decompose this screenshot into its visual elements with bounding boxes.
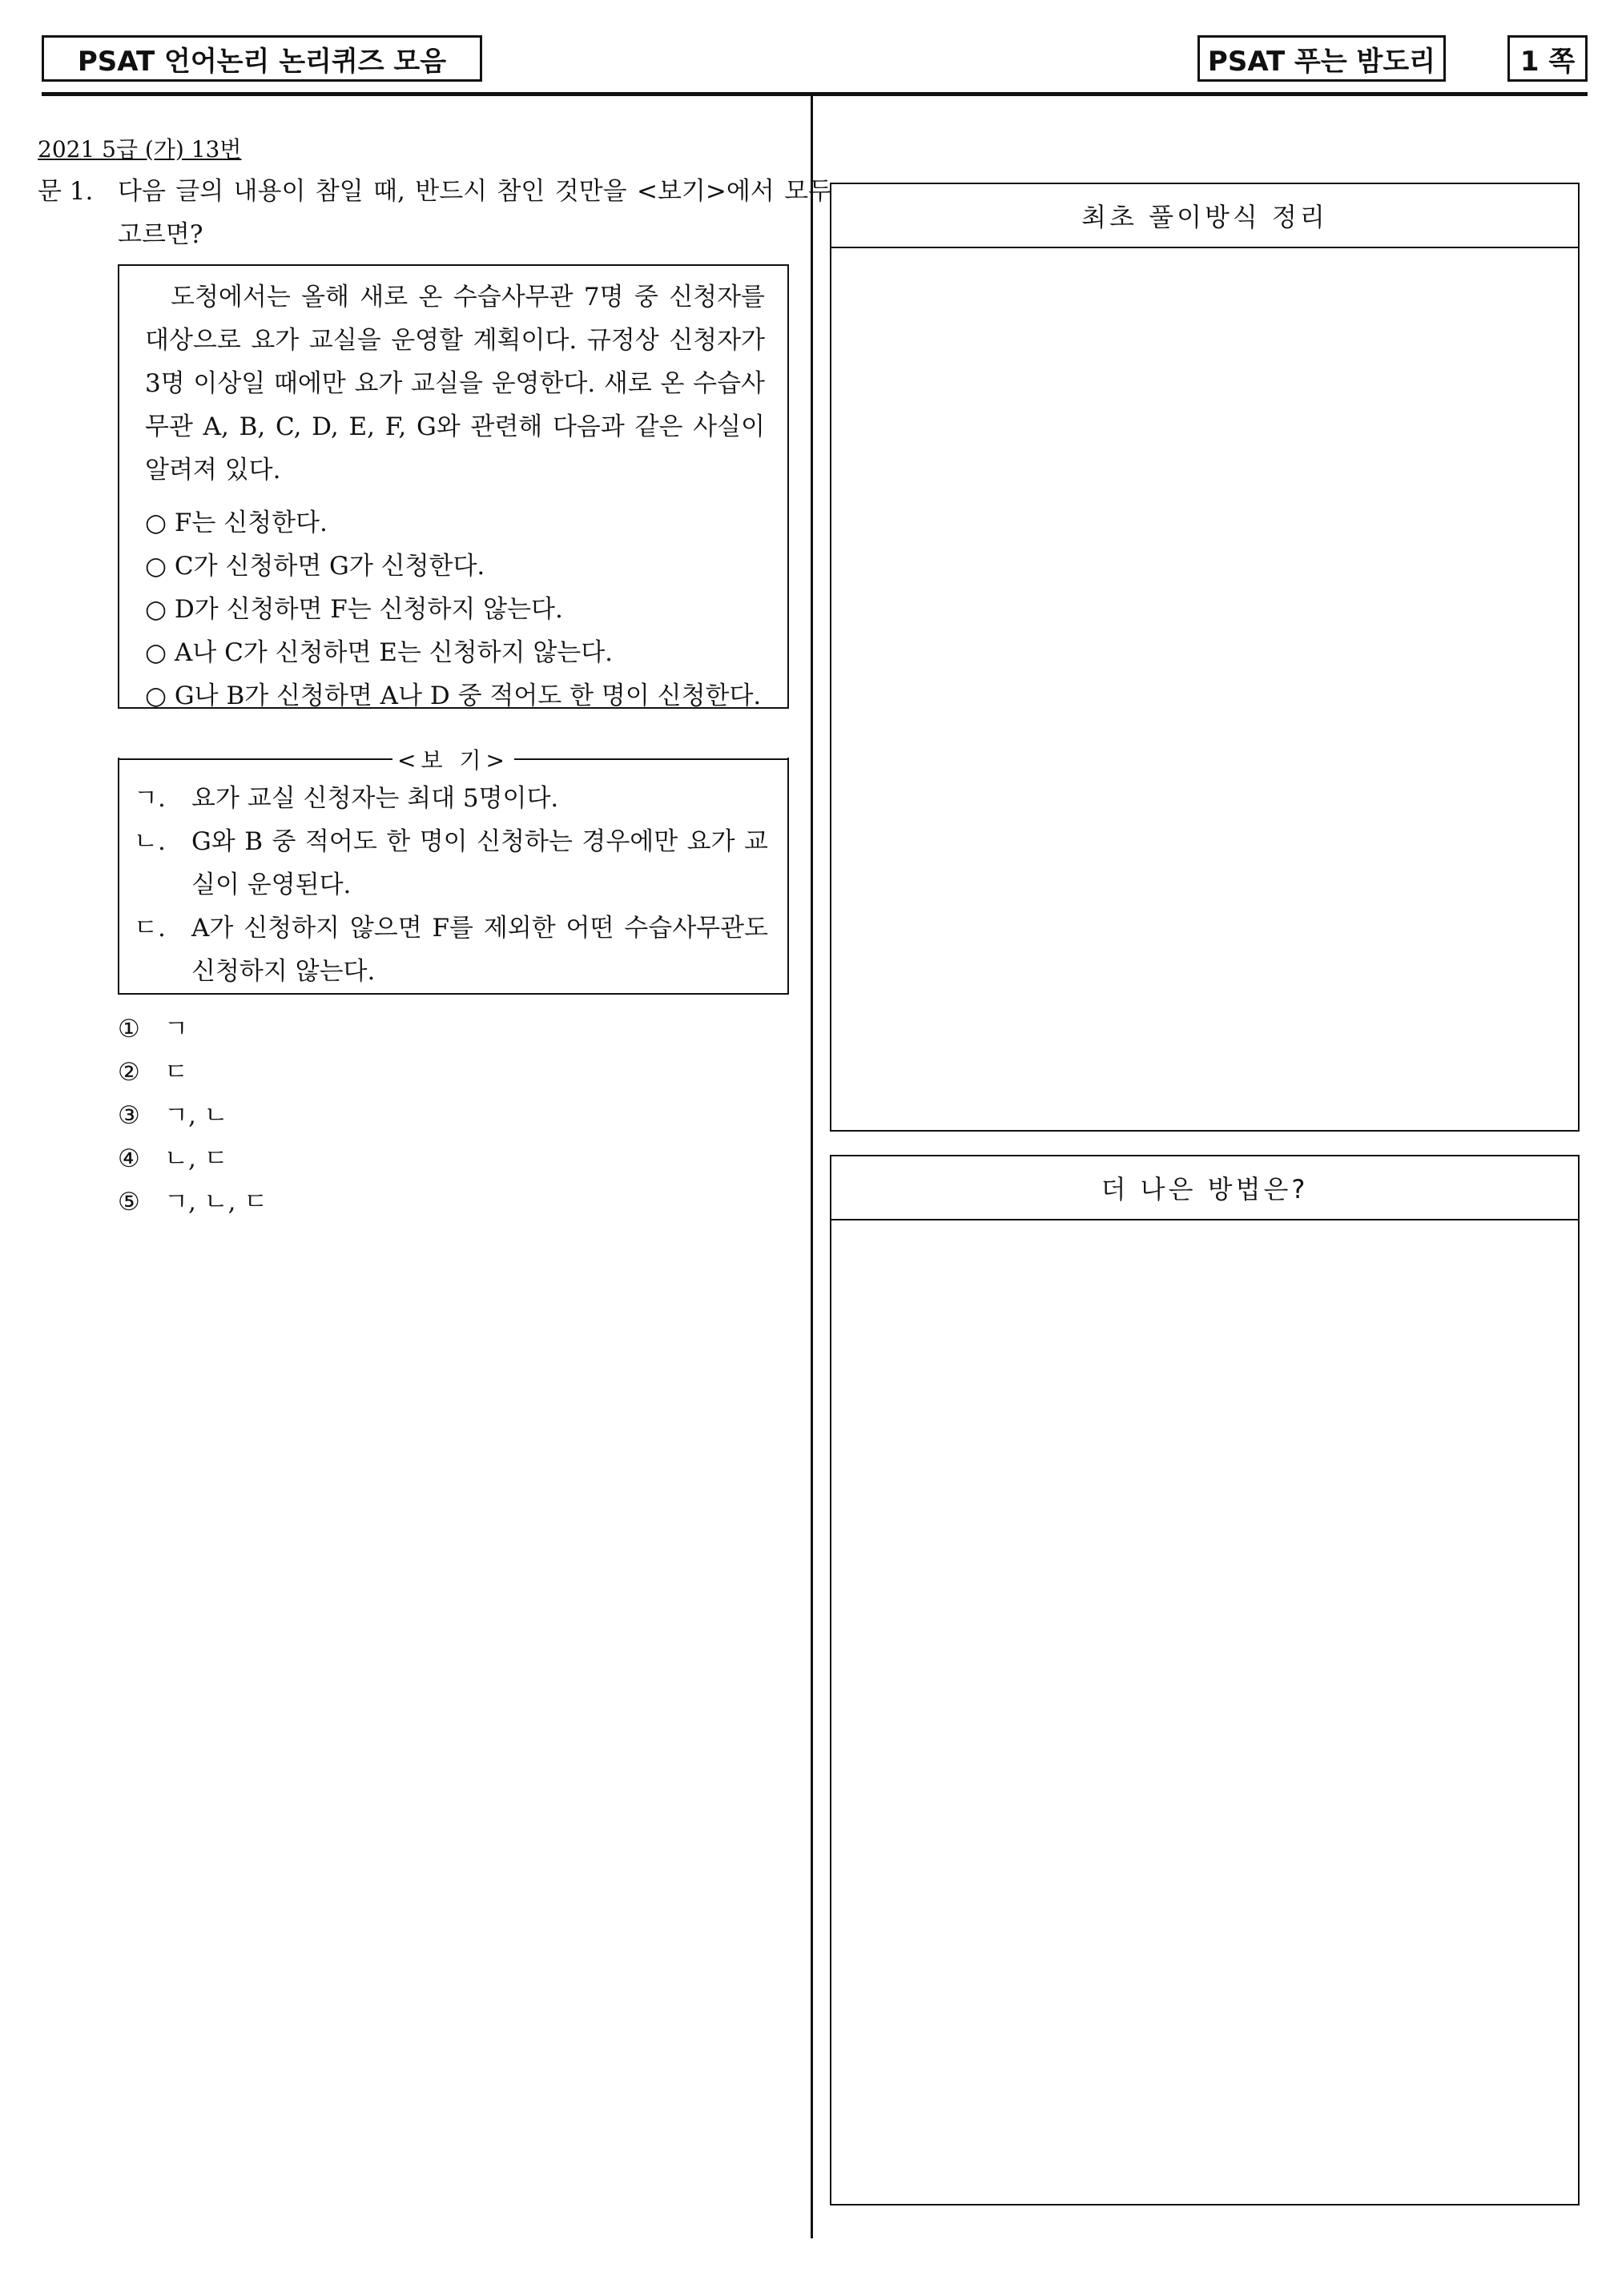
answer-choice[interactable]: [118, 1007, 268, 1051]
bogi-item-mark: ㄷ.: [134, 914, 166, 943]
choice-text: ㄴ, ㄷ: [164, 1144, 228, 1173]
condition-item: ○ C가 신청하면 G가 신청한다.: [145, 552, 485, 581]
bogi-header-label: <보 기>: [397, 747, 509, 774]
passage-text: 도청에서는 올해 새로 온 수습사무관 7명 중 신청자를 대상으로 요가 교실을 운영할 계획이다. 규정상 신청자가 3명 이상일 때에만 요가 교실을 운영한다. 새로 온 수습사무관 A, B, C, D, E, F, G와 관련해 다음과 같은 사실이 알려져 있다.: [145, 283, 765, 485]
better-method-title: 더 나은 방법은?: [831, 1156, 1578, 1220]
bogi-item-text: A가 신청하지 않으면 F를 제외한 어떤 수습사무관도 신청하지 않는다.: [191, 914, 768, 986]
choice-number: ②: [118, 1058, 140, 1087]
condition-item: ○ F는 신청한다.: [145, 509, 328, 537]
bogi-item-mark: ㄱ.: [134, 784, 166, 813]
passage-box: [118, 264, 789, 709]
initial-solution-panel: [830, 183, 1580, 1132]
choice-text: ㄱ: [164, 1015, 188, 1043]
choice-text: ㄱ, ㄴ: [164, 1101, 228, 1130]
question-number: 문 1.: [38, 177, 94, 206]
answer-choice[interactable]: [118, 1094, 268, 1137]
header-divider: [42, 92, 1588, 96]
bogi-box: [118, 758, 789, 995]
bogi-item-text: G와 B 중 적어도 한 명이 신청하는 경우에만 요가 교실이 운영된다.: [191, 827, 768, 899]
bogi-item: [134, 820, 768, 907]
answer-choices: [118, 1007, 268, 1224]
bogi-item-text: 요가 교실 신청자는 최대 5명이다.: [191, 784, 559, 813]
choice-number: ④: [118, 1144, 140, 1173]
choice-text: ㄷ: [164, 1058, 188, 1087]
condition-item: ○ A나 C가 신청하면 E는 신청하지 않는다.: [145, 638, 614, 667]
condition-item: ○ D가 신청하면 F는 신청하지 않는다.: [145, 595, 563, 624]
choice-number: ①: [118, 1015, 140, 1043]
better-method-panel: [830, 1155, 1580, 2206]
answer-choice[interactable]: [118, 1180, 268, 1224]
question-prompt: 다음 글의 내용이 참일 때, 반드시 참인 것만을 <보기>에서 모두 고르면?: [118, 177, 832, 249]
choice-number: ③: [118, 1101, 140, 1130]
choice-number: ⑤: [118, 1188, 140, 1216]
author-label: PSAT 푸는 밤도리: [1197, 35, 1446, 82]
initial-solution-title: 최초 풀이방식 정리: [831, 184, 1578, 248]
bogi-item: [134, 907, 768, 993]
column-divider: [811, 94, 813, 2238]
page-number: 1 쪽: [1507, 35, 1588, 82]
bogi-item-mark: ㄴ.: [134, 827, 166, 856]
document-title: PSAT 언어논리 논리퀴즈 모음: [42, 35, 482, 82]
choice-text: ㄱ, ㄴ, ㄷ: [164, 1188, 268, 1216]
bogi-item: [134, 777, 768, 820]
question-source: 2021 5급 (가) 13번: [38, 136, 242, 163]
condition-item: ○ G나 B가 신청하면 A나 D 중 적어도 한 명이 신청한다.: [145, 682, 762, 710]
condition-list: [145, 501, 765, 718]
answer-choice[interactable]: [118, 1051, 268, 1094]
answer-choice[interactable]: [118, 1137, 268, 1180]
